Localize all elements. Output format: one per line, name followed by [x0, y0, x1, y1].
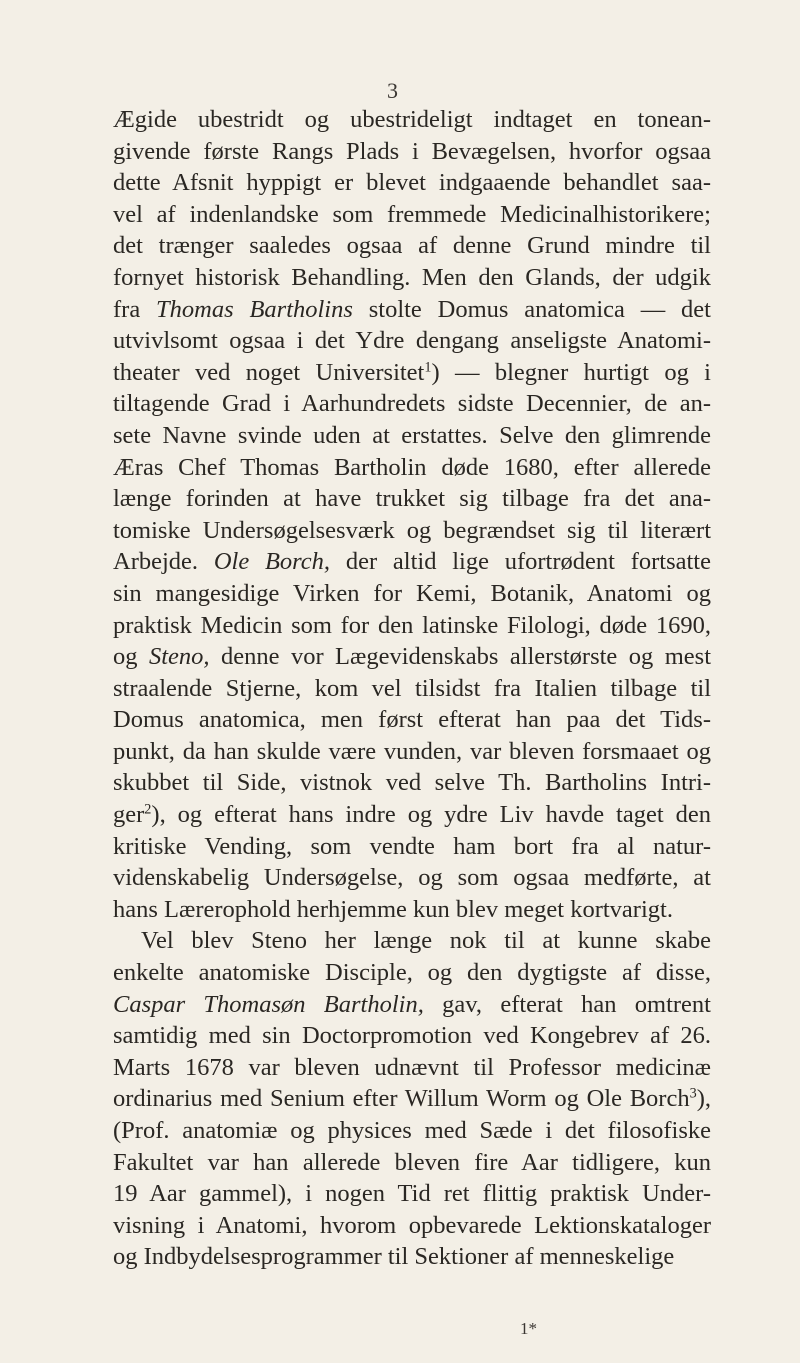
line-text: Æras Chef Thomas Bartholin døde 1680, efter allerede	[113, 453, 711, 481]
line-text: ger	[113, 801, 145, 829]
line-text: det trænger saaledes ogsaa af denne Grund mindre til	[113, 232, 711, 260]
text-line	[113, 483, 711, 515]
text-line	[113, 1147, 711, 1179]
text-line	[113, 673, 711, 705]
line-text: ordinarius med Senium efter Willum Worm og Ole Borch	[113, 1085, 690, 1113]
signature-mark: 1*	[520, 1319, 537, 1338]
page-number: 3	[387, 78, 398, 103]
line-text: tiltagende Grad i Aarhundredets sidste Decennier, de an-	[113, 390, 711, 418]
line-text: Fakultet var han allerede bleven fire Aar tidligere, kun	[113, 1148, 711, 1176]
text-line	[113, 167, 711, 199]
text-line	[113, 831, 711, 863]
line-text: punkt, da han skulde være vunden, var bleven forsmaaet og	[113, 737, 711, 765]
footnote-marker: 3	[689, 1085, 697, 1102]
text-line	[113, 1210, 711, 1242]
text-line	[113, 325, 711, 357]
line-text: fra	[113, 295, 157, 323]
line-text: Ægide ubestridt og ubestrideligt indtaget en tonean-	[113, 106, 711, 133]
text-line	[113, 515, 711, 547]
line-text: givende første Rangs Plads i Bevægelsen, hvorfor ogsaa	[113, 137, 711, 165]
line-text: ),	[696, 1085, 711, 1113]
line-text: dette Afsnit hyppigt er blevet indgaaende behandlet saa-	[113, 169, 711, 197]
text-line	[113, 136, 711, 168]
line-text: fornyet historisk Behandling. Men den Glands, der udgik	[113, 263, 711, 291]
text-line	[113, 799, 711, 831]
line-text: kritiske Vending, som vendte ham bort fra al natur-	[113, 832, 711, 860]
line-text: Marts 1678 var bleven udnævnt til Professor medicinæ	[113, 1053, 711, 1081]
line-text: utvivlsomt ogsaa i det Ydre dengang anseligste Anatomi-	[113, 327, 711, 355]
italic-name: Steno,	[148, 643, 210, 671]
line-text: sete Navne svinde uden at erstattes. Selve den glimrende	[113, 421, 711, 449]
italic-name: Thomas Bartholins	[156, 295, 353, 323]
text-line	[113, 294, 711, 326]
text-line	[113, 957, 711, 989]
text-line	[113, 199, 711, 231]
line-text: vel af indenlandske som fremmede Medicinalhistorikere;	[113, 200, 711, 228]
footnote-marker: 2	[144, 801, 152, 818]
line-text: straalende Stjerne, kom vel tilsidst fra Italien tilbage til	[113, 674, 711, 702]
text-line	[113, 1052, 711, 1084]
text-line	[113, 230, 711, 262]
line-text: Arbejde.	[113, 548, 214, 576]
text-line	[113, 546, 711, 578]
line-text: hans Lærerophold herhjemme kun blev meget kortvarigt.	[113, 895, 673, 923]
text-line	[113, 925, 711, 957]
line-text: visning i Anatomi, hvorom opbevarede Lektionskataloger	[113, 1211, 711, 1239]
text-line	[113, 641, 711, 673]
line-text: denne vor Lægevidenskabs allerstørste og mest	[209, 643, 711, 671]
text-line	[113, 357, 711, 389]
text-line	[113, 1020, 711, 1052]
text-line	[113, 610, 711, 642]
line-text: theater ved noget Universitet	[113, 358, 425, 386]
line-text: ) — blegner hurtigt og i	[431, 358, 711, 386]
line-text: videnskabelig Undersøgelse, og som ogsaa medførte, at	[113, 864, 711, 892]
text-line	[113, 388, 711, 420]
text-line	[113, 420, 711, 452]
text-line	[113, 767, 711, 799]
line-text: og Indbydelsesprogrammer til Sektioner af menneskelige	[113, 1243, 675, 1271]
line-text: 19 Aar gammel), i nogen Tid ret flittig praktisk Under-	[113, 1180, 711, 1208]
text-line	[113, 894, 711, 926]
body-text	[113, 104, 711, 1273]
footnote-marker: 1	[424, 359, 432, 376]
line-text: Domus anatomica, men først efterat han paa det Tids-	[113, 706, 711, 734]
line-text: Vel blev Steno her længe nok til at kunne skabe	[141, 927, 711, 955]
line-text: skubbet til Side, vistnok ved selve Th. Bartholins Intri-	[113, 769, 711, 797]
line-text: længe forinden at have trukket sig tilbage fra det ana-	[113, 485, 711, 513]
text-line	[113, 104, 711, 136]
line-text: gav, efterat han omtrent	[423, 990, 711, 1018]
text-line	[113, 1178, 711, 1210]
line-text: (Prof. anatomiæ og physices med Sæde i det filosofiske	[113, 1117, 711, 1144]
line-text: tomiske Undersøgelsesværk og begrændset sig til literært	[113, 516, 711, 544]
text-line	[113, 452, 711, 484]
line-text: samtidig med sin Doctorpromotion ved Kongebrev af 26.	[113, 1022, 711, 1050]
text-line	[113, 1083, 711, 1115]
text-line	[113, 704, 711, 736]
text-line	[113, 989, 711, 1021]
text-line	[113, 862, 711, 894]
text-line	[113, 1241, 711, 1273]
line-text: ), og efterat hans indre og ydre Liv havde taget den	[151, 801, 711, 829]
text-line	[113, 1115, 711, 1147]
text-line	[113, 262, 711, 294]
line-text: enkelte anatomiske Disciple, og den dygtigste af disse,	[113, 959, 711, 987]
text-line	[113, 736, 711, 768]
line-text: og	[113, 643, 149, 671]
text-line	[113, 578, 711, 610]
line-text: praktisk Medicin som for den latinske Filologi, døde 1690,	[113, 611, 711, 639]
line-text: der altid lige ufortrødent fortsatte	[330, 548, 711, 576]
line-text: stolte Domus anatomica — det	[352, 295, 711, 323]
italic-name: Caspar Thomasøn Bartholin,	[113, 990, 424, 1018]
italic-name: Ole Borch,	[213, 548, 331, 576]
line-text: sin mangesidige Virken for Kemi, Botanik, Anatomi og	[113, 579, 711, 607]
